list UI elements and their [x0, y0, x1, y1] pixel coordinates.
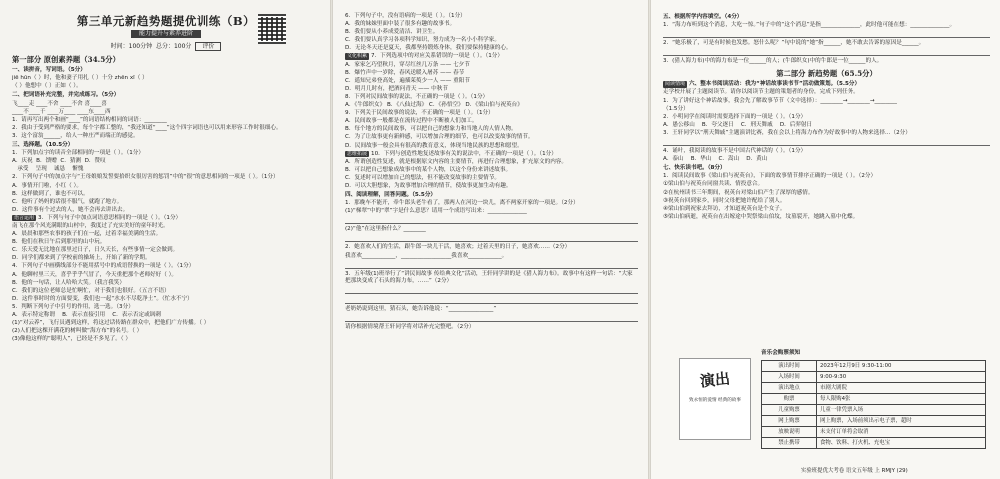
option-a: A．所谓创造性复述，就是根据原文内容的主要情节，再进行合理想象，扩充原文的内容。 [345, 158, 567, 165]
options: A．《牛郎织女》 B．《八仙过海》 C．《孙悟空》 D．《梁山伯与祝英台》 [345, 102, 523, 109]
intro-text: 走学校开展了主题阅读节。请你以阅读节主题的策划者的身份，完成下列任务。 [663, 89, 859, 96]
table-row [762, 394, 986, 405]
question: 2．我由于受到严格的要求，每个字都工整的，“我还知道“____”这个四字词语也可以用来形容工作时很细心。 [12, 124, 282, 131]
question: 1．为了讲好这个神话故事，我会先了解故事节节（文中选择）：________→________→________ [663, 97, 897, 104]
table-key: 禁止携带 [762, 438, 817, 449]
table-row [762, 416, 986, 427]
option-b: B．可以把自己想象成故事中的某个人物，以这个身份来讲述故事。 [345, 166, 512, 173]
pinyin-line: jiē hūn（ ）时，他和妻子用扎（ ）十分 zhēn xī（ ） [12, 75, 148, 82]
option-d: D．这件事时时的方面要变，我们也一起“水水不尽乾净土”。（忙水不宁） [12, 295, 193, 302]
option-c: C．他听了妈妈的话很不服气，就跑了地方。 [12, 198, 123, 205]
table-value: 2023年12月9日 9:30-11:00 [817, 361, 986, 372]
ticket-table-caption: 音乐会购票须知 [761, 350, 801, 356]
question: 9．下列关于民间故事的说法，不正确的一项是（ ）。（1分） [345, 110, 494, 117]
table-value: 每人限购4张 [817, 394, 986, 405]
option-d: D．这件事有个过去的人，她不会再去讲出去。 [12, 206, 129, 213]
option-d: D．可以大胆想象，为故事增加合理的情节，使故事更加生动有趣。 [345, 182, 512, 189]
page-footer: 实验班提优大考卷 语文五年级 上 RMJY (29) [801, 467, 908, 474]
options: A．庆祝 B．馈赠 C．猜测 D．赞叹 [12, 158, 106, 165]
sub-question: (2)人们把这棵开满花的树叫做“海方布”的名号。（ ） [12, 328, 143, 335]
options: A．表示特定称谓 B．表示直接引用 C．表示否定或讽刺 [12, 312, 161, 318]
question: 2．下列句子中的加点字与“王母娘娘发誓要拾织女很厉害的惩罚”中的“很”的意思相同的一项是（ ）。（1分） [12, 174, 279, 181]
option-c: C．我们要认真学习各项科学知识，努力成为一名小小科学家。 [345, 37, 500, 44]
option-a: A．他聊村里三天，喜乎乎乎气冒了，今天重把那个老师好好（ ）。 [12, 271, 178, 278]
plot-item: ③祝英台回到家乡，同时父母把她许配给了别人。 [663, 197, 786, 204]
question: 2．小明同学在阅读时需要选择下面的一项是（ ）。（1分） [663, 113, 807, 120]
options: 承受 呈现 诚恳 惭愧 [12, 166, 84, 173]
section-heading: 三、选择题。（10.5分） [12, 142, 74, 149]
sub-question: (1)“梯翠”中的“翠”字是什么意思？请用一个成语写出来：______________ [345, 208, 527, 215]
option-a: A．事情开门啦，小红（ ）。 [12, 182, 82, 189]
part2-title: 第二部分 新趋势题（65.5分） [776, 69, 877, 79]
exam-title: 第三单元新趋势题提优训练（B） [76, 14, 256, 28]
option-c: C．乐天爱无比地在那里过日子，日久天长，有些事情一定会做到。 [12, 247, 179, 254]
question: 3．(猎人海力布)中的海力布是一位______的人；(牛郎织女)中的牛郎是一位______的人。 [663, 58, 883, 65]
question: 1．那晚车不能开，牵牛郎头老牛看了，那两人在河边一块儿，离不两家开家的一项是。（2分） [345, 200, 579, 207]
sub-question: (2)“他”在这里指什么？________ [345, 226, 426, 233]
section-text: 六、整本书阅读活动：我为“神话故事读书节”活动做策划。（5.5分） [689, 81, 861, 88]
answer-line[interactable] [345, 296, 638, 304]
table-key: 演出地点 [762, 383, 817, 394]
pinyin-line: （ ）他想中（ ）正如（ ）。 [12, 83, 82, 90]
score-label: 总分：100分 [155, 43, 192, 51]
options: A．愚公移山 B．夸父逐日 C．刑天舞戚 D．后羿射日 [663, 121, 813, 128]
plot-item: ②在杭州读书三年期间，祝英台对梁山伯产生了深厚的感情。 [663, 189, 814, 196]
time-label: 时间：100分钟 [110, 43, 153, 51]
question: 2．“她乐极了，可是有时候也发愁。怒什么呢？”句中说的“她”指______，她不敢去告诉的原因是______。 [663, 40, 925, 47]
sub-question: 我喜欢____________，__________________我喜欢____________。 [345, 252, 508, 259]
section-heading: 二、把词语补充完整，并完成练习。（5分） [12, 92, 120, 99]
table-value: 网上购票，入场前须出示电子票，超时 [817, 416, 986, 427]
option-b: B．他的一句话，让人哈哈大笑。（我言我笑） [12, 279, 125, 286]
option-c: C．我们的这位老师总是忙啊忙，对于我们也很好。（五言不语） [12, 287, 170, 294]
poster-subtitle: 致永恒的爱情 经典的故事 [689, 398, 741, 403]
option-d: D．同学们都来到了学校前的操场上，开始了新的学期。 [12, 255, 151, 262]
option-b: B．他们在秋日午后到那里的山中玩。 [12, 239, 106, 246]
answer-line[interactable] [345, 286, 638, 294]
part1-title: 第一部分 原创素养题（34.5分） [12, 55, 120, 65]
table-value: 食物、饮料、打火机、充电宝 [817, 438, 986, 449]
question: 1．请再写出两个和画“____”的词语结构相同的词语：________ [12, 116, 167, 123]
question: 4．下列句子中画横线部分不能用括号中的成语替换的一项是（ ）。（1分） [12, 263, 195, 270]
question: 4．诵叶，我阅读的故事不是中国古代神话的（ ）。（1分） [663, 148, 807, 155]
sub-question: (1)“对云养”，飞行员遇到这样，将这过话传路在群众中，把他们广方传播。（ ） [12, 320, 210, 327]
ticket-info-table [761, 360, 986, 449]
plot-item: ①梁山伯与祝英台同窗共读、情投意合。 [663, 181, 764, 188]
table-key: 入场时间 [762, 372, 817, 383]
options: A．泰山 B．华山 C．嵩山 D．黄山 [663, 156, 768, 163]
sub-question: (3)像他这样的“聪明人”，已经是不多见了。（ ） [12, 336, 131, 343]
section-heading [663, 81, 990, 88]
answer-line[interactable] [663, 138, 990, 146]
question-tag: 思维拓展 [347, 150, 368, 157]
table-row [762, 372, 986, 383]
answer-line[interactable] [663, 48, 990, 56]
idiom-line: ____不____千 ____万____ ____东____西 [12, 108, 111, 115]
table-value: 未支付订单将会取消 [817, 427, 986, 438]
question: 1．“海力布听到这个消息，大吃一惊。”句子中的“这个消息”是指______________，此时他可能在想：______________。 [663, 22, 956, 29]
option-b: B．每个地方的民间故事，可以把自己的想象力和当地人的人情人物。 [345, 126, 517, 133]
question [345, 151, 638, 158]
question-text: 7．下列选项中的对应关系错误的一项是（ ）。（1分） [371, 53, 503, 60]
table-value: 9:00-9:30 [817, 372, 986, 383]
table-row [762, 383, 986, 394]
answer-line[interactable] [345, 216, 638, 224]
table-key: 网上购票 [762, 416, 817, 427]
answer-line[interactable] [663, 30, 990, 38]
question-text: 10．下列与创造性地复述故事有关的说法中，不正确的一项是（ ）。（1分） [371, 150, 557, 157]
eval-box[interactable]: 评价 [195, 42, 221, 51]
plot-item: ⑤梁山伯病逝，祝英台在出嫁途中哭祭梁山伯坟，坟墓裂开，她跳入墓中化蝶。 [663, 213, 859, 220]
option-d: D．无论冬天还是夏天，我都坚持锻炼身体，我们要保持健康的心。 [345, 45, 512, 52]
middle-page [333, 0, 648, 479]
table-row [762, 427, 986, 438]
option-a: A．家家乞巧望秋月，穿尽红丝几万条 —— 七夕节 [345, 61, 470, 68]
section-heading: 四、阅读理解，回答问题。（5.5分） [345, 192, 437, 199]
table-row [762, 438, 986, 449]
qr-code-icon[interactable] [258, 14, 286, 44]
exam-banner: 能力提升与素养进阶 [131, 30, 201, 38]
question-tag: 文化积累 [347, 53, 368, 60]
question: 1．阅读民间故事《梁山伯与祝英台》，下面的故事情节排序正确的一项是（ ）。（2分） [663, 173, 877, 180]
table-key: 购票 [762, 394, 817, 405]
question-tag: 语言运用 [14, 214, 35, 221]
table-row [762, 405, 986, 416]
table-key: 演出时间 [762, 361, 817, 372]
answer-line[interactable] [345, 261, 638, 269]
question: 2．她喜欢人们的生活，跟牛郎一块儿干活，她喜欢；过着天里的日子，她喜欢……（2分） [345, 244, 571, 251]
table-key: 放映说明 [762, 427, 817, 438]
question: 1．下列加点字的读音全部相同的一项是（ ）。（1分） [12, 150, 144, 157]
question: 6．下列句子中，没有语病的一项是（ ）。（1分） [345, 13, 466, 19]
table-row [762, 361, 986, 372]
question: 请你根据情境帮王轩同学将对话补充完整吧。（2分） [345, 323, 475, 330]
left-page [0, 0, 330, 479]
option-a: A．晨晨和那些农事的孩子们在一起，过着幸福美满的生活。 [12, 231, 162, 238]
question-text: 3．下列与句子中加点词语意思相同的一项是（ ）。（1分） [38, 214, 182, 221]
option-c: C．为了让故事更有新鲜感，可以增加合理的细节，也可以改变故事的情节。 [345, 134, 534, 141]
right-page [651, 0, 1000, 479]
question: 3．五年级(1)班举行了“讲民间故事 传给典文化”活动，王轩同学讲的是《猎人海力布》。故事中有这样一句话：“大家把那块变成了石头的海力布，……”（2分） [345, 270, 633, 284]
question: 5．判断下列句子中引号的作用，选一选。（3分） [12, 303, 134, 310]
option-c: C．遥知兄弟登高处，遍插茱萸少一人 —— 重阳节 [345, 77, 470, 84]
sub-question: 老奶奶说到这里，猜石头，她告诉他说：“________________” [345, 305, 497, 312]
option-d: D．明月几时有，把酒问青天 —— 中秋节 [345, 85, 448, 92]
plot-item: ④梁山伯到祝家去拜访，才知道祝英台是个女子。 [663, 205, 786, 212]
idiom-line: 飞____走 ____不舍 ____不舍 喜____喜 [12, 100, 107, 107]
performance-poster [679, 358, 751, 440]
question-tag: 阅读情境 [665, 81, 686, 88]
question: 3．这个富翁______，给人一种庄严而端正的感觉。 [12, 132, 139, 139]
table-key: 儿童购票 [762, 405, 817, 416]
option-d: D．民间故事一般会具有很高的教育意义，体现当地民族的思想和愿望。 [345, 142, 523, 149]
table-value: 市剧大剧院 [817, 383, 986, 394]
question: 8．下列对民间故事的说法，不正确的一项是（ ）。（1分） [345, 93, 489, 100]
score-note: （1.5分） [663, 105, 689, 112]
section-heading: 一、读拼音，写词语。（5分） [12, 67, 86, 74]
option-b: B．我们要从小养成爱清洁、讲卫生。 [345, 29, 439, 36]
question: 3．王轩同学以“刑天舞戚”主题演讲比赛，我在会以上将海力布作为好故事中的人物来选择…（2分） [663, 129, 911, 136]
section-heading: 五、根据所学内容填空。（4分） [663, 14, 743, 20]
question-sentence: 南飞在那个风光满眼的山村中，我度过了充实美好的童年时光。 [12, 222, 169, 229]
poster-title: 演出 [699, 369, 731, 391]
question [345, 53, 638, 60]
answer-line[interactable] [345, 314, 638, 322]
option-b: B．这样做到了，谁也不可以。 [12, 190, 89, 197]
option-a: A．我的妹妹里面中装了很多有趣的故事书。 [345, 21, 456, 28]
question [12, 215, 320, 222]
answer-line[interactable] [345, 234, 638, 242]
option-c: C．复述时可以增加自己的想法，但不能改变故事的主要情节。 [345, 174, 500, 181]
table-value: 儿童一律凭票入场 [817, 405, 986, 416]
option-b: B．爆竹声中一岁除，春风送暖入屠苏 —— 春节 [345, 69, 465, 76]
option-a: A．民间故事一般都是在流传过程中不断被人们加工。 [345, 118, 478, 125]
section-heading: 七、快乐读书吧。（8分） [663, 165, 726, 172]
